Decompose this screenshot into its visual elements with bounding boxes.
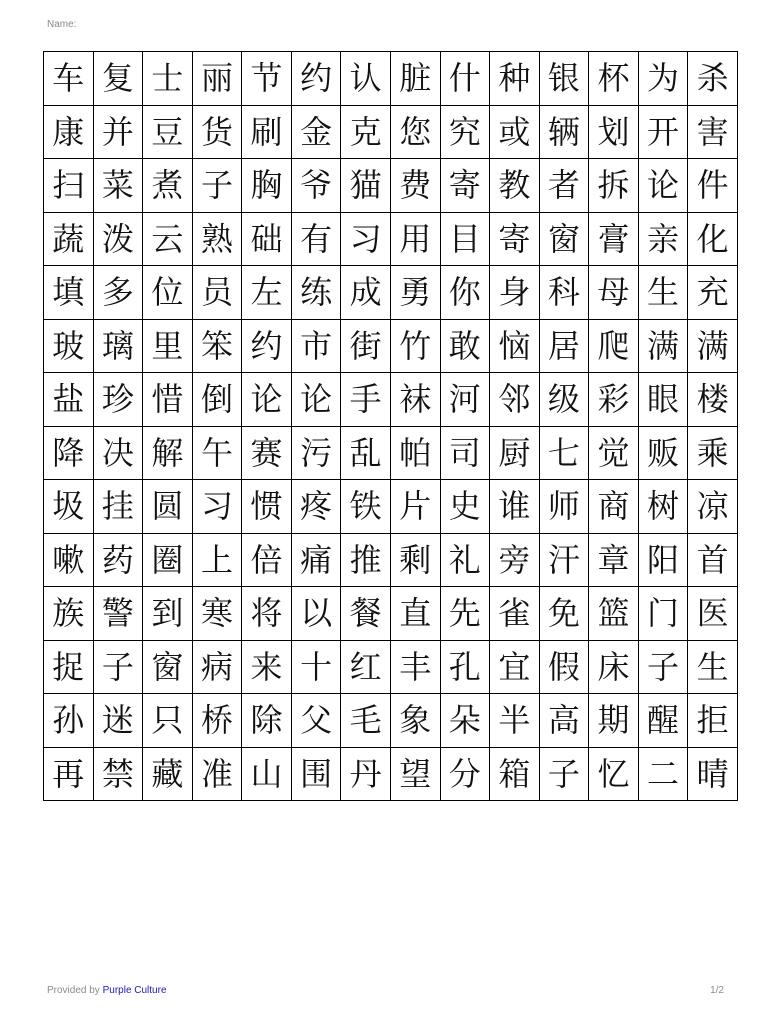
character-cell: 袜 bbox=[390, 373, 440, 427]
character-cell: 熟 bbox=[192, 212, 242, 266]
character-cell: 论 bbox=[638, 159, 688, 213]
character-cell: 片 bbox=[390, 480, 440, 534]
character-cell: 药 bbox=[93, 533, 143, 587]
character-cell: 盐 bbox=[44, 373, 94, 427]
character-cell: 敢 bbox=[440, 319, 490, 373]
character-cell: 假 bbox=[539, 640, 589, 694]
character-cell: 河 bbox=[440, 373, 490, 427]
character-cell: 科 bbox=[539, 266, 589, 320]
character-cell: 杯 bbox=[589, 52, 639, 106]
character-cell: 辆 bbox=[539, 105, 589, 159]
character-cell: 身 bbox=[490, 266, 540, 320]
character-cell: 杀 bbox=[688, 52, 738, 106]
character-cell: 惯 bbox=[242, 480, 292, 534]
character-cell: 除 bbox=[242, 694, 292, 748]
character-cell: 来 bbox=[242, 640, 292, 694]
character-cell: 拆 bbox=[589, 159, 639, 213]
character-cell: 以 bbox=[291, 587, 341, 641]
grid-row bbox=[44, 640, 738, 694]
character-cell: 练 bbox=[291, 266, 341, 320]
character-cell: 件 bbox=[688, 159, 738, 213]
character-cell: 决 bbox=[93, 426, 143, 480]
character-cell: 彩 bbox=[589, 373, 639, 427]
name-label: Name: bbox=[47, 19, 77, 30]
grid-row bbox=[44, 373, 738, 427]
character-cell: 丽 bbox=[192, 52, 242, 106]
character-cell: 恼 bbox=[490, 319, 540, 373]
character-cell: 晴 bbox=[688, 747, 738, 801]
character-cell: 级 bbox=[539, 373, 589, 427]
character-cell: 云 bbox=[143, 212, 193, 266]
character-cell: 论 bbox=[291, 373, 341, 427]
character-cell: 费 bbox=[390, 159, 440, 213]
grid-row bbox=[44, 480, 738, 534]
character-cell: 成 bbox=[341, 266, 391, 320]
character-cell: 贩 bbox=[638, 426, 688, 480]
character-cell: 山 bbox=[242, 747, 292, 801]
character-cell: 寄 bbox=[440, 159, 490, 213]
character-cell: 直 bbox=[390, 587, 440, 641]
character-cell: 史 bbox=[440, 480, 490, 534]
character-cell: 丰 bbox=[390, 640, 440, 694]
character-cell: 上 bbox=[192, 533, 242, 587]
character-cell: 金 bbox=[291, 105, 341, 159]
character-cell: 望 bbox=[390, 747, 440, 801]
character-cell: 师 bbox=[539, 480, 589, 534]
character-cell: 朵 bbox=[440, 694, 490, 748]
character-cell: 孔 bbox=[440, 640, 490, 694]
page-number: 1/2 bbox=[710, 985, 724, 996]
character-cell: 里 bbox=[143, 319, 193, 373]
character-cell: 员 bbox=[192, 266, 242, 320]
character-cell: 满 bbox=[688, 319, 738, 373]
character-cell: 免 bbox=[539, 587, 589, 641]
grid-row bbox=[44, 747, 738, 801]
character-cell: 您 bbox=[390, 105, 440, 159]
character-cell: 父 bbox=[291, 694, 341, 748]
character-cell: 满 bbox=[638, 319, 688, 373]
character-cell: 红 bbox=[341, 640, 391, 694]
character-cell: 挂 bbox=[93, 480, 143, 534]
character-cell: 司 bbox=[440, 426, 490, 480]
character-cell: 银 bbox=[539, 52, 589, 106]
character-cell: 厨 bbox=[490, 426, 540, 480]
character-cell: 认 bbox=[341, 52, 391, 106]
character-cell: 圈 bbox=[143, 533, 193, 587]
purple-culture-link[interactable]: Purple Culture bbox=[102, 985, 167, 996]
character-cell: 床 bbox=[589, 640, 639, 694]
character-cell: 眼 bbox=[638, 373, 688, 427]
character-cell: 习 bbox=[341, 212, 391, 266]
character-cell: 菜 bbox=[93, 159, 143, 213]
character-cell: 乱 bbox=[341, 426, 391, 480]
character-cell: 膏 bbox=[589, 212, 639, 266]
character-cell: 门 bbox=[638, 587, 688, 641]
character-cell: 位 bbox=[143, 266, 193, 320]
character-cell: 剩 bbox=[390, 533, 440, 587]
character-cell: 丹 bbox=[341, 747, 391, 801]
character-cell: 乘 bbox=[688, 426, 738, 480]
character-cell: 邻 bbox=[490, 373, 540, 427]
character-cell: 觉 bbox=[589, 426, 639, 480]
character-cell: 什 bbox=[440, 52, 490, 106]
character-cell: 倍 bbox=[242, 533, 292, 587]
character-cell: 到 bbox=[143, 587, 193, 641]
character-cell: 藏 bbox=[143, 747, 193, 801]
character-cell: 章 bbox=[589, 533, 639, 587]
character-cell: 猫 bbox=[341, 159, 391, 213]
character-cell: 商 bbox=[589, 480, 639, 534]
character-cell: 究 bbox=[440, 105, 490, 159]
character-cell: 子 bbox=[192, 159, 242, 213]
character-cell: 货 bbox=[192, 105, 242, 159]
character-cell: 半 bbox=[490, 694, 540, 748]
character-cell: 窗 bbox=[143, 640, 193, 694]
character-cell: 母 bbox=[589, 266, 639, 320]
character-cell: 推 bbox=[341, 533, 391, 587]
character-cell: 亲 bbox=[638, 212, 688, 266]
character-cell: 刷 bbox=[242, 105, 292, 159]
character-cell: 寄 bbox=[490, 212, 540, 266]
grid-row bbox=[44, 212, 738, 266]
character-cell: 拒 bbox=[688, 694, 738, 748]
character-cell: 七 bbox=[539, 426, 589, 480]
character-cell: 谁 bbox=[490, 480, 540, 534]
character-cell: 禁 bbox=[93, 747, 143, 801]
grid-row bbox=[44, 694, 738, 748]
character-cell: 充 bbox=[688, 266, 738, 320]
character-cell: 警 bbox=[93, 587, 143, 641]
character-cell: 节 bbox=[242, 52, 292, 106]
character-cell: 篮 bbox=[589, 587, 639, 641]
character-cell: 爷 bbox=[291, 159, 341, 213]
character-cell: 孙 bbox=[44, 694, 94, 748]
character-cell: 解 bbox=[143, 426, 193, 480]
character-cell: 为 bbox=[638, 52, 688, 106]
character-cell: 论 bbox=[242, 373, 292, 427]
character-cell: 只 bbox=[143, 694, 193, 748]
character-cell: 迷 bbox=[93, 694, 143, 748]
character-cell: 医 bbox=[688, 587, 738, 641]
character-cell: 居 bbox=[539, 319, 589, 373]
character-cell: 化 bbox=[688, 212, 738, 266]
character-cell: 宜 bbox=[490, 640, 540, 694]
character-cell: 窗 bbox=[539, 212, 589, 266]
character-cell: 帕 bbox=[390, 426, 440, 480]
character-cell: 凉 bbox=[688, 480, 738, 534]
character-cell: 泼 bbox=[93, 212, 143, 266]
character-cell: 捉 bbox=[44, 640, 94, 694]
character-cell: 约 bbox=[291, 52, 341, 106]
grid-row bbox=[44, 319, 738, 373]
character-cell: 扫 bbox=[44, 159, 94, 213]
character-cell: 教 bbox=[490, 159, 540, 213]
character-grid bbox=[43, 51, 738, 801]
character-cell: 士 bbox=[143, 52, 193, 106]
character-cell: 子 bbox=[93, 640, 143, 694]
character-cell: 手 bbox=[341, 373, 391, 427]
character-cell: 复 bbox=[93, 52, 143, 106]
character-cell: 市 bbox=[291, 319, 341, 373]
character-cell: 病 bbox=[192, 640, 242, 694]
character-cell: 车 bbox=[44, 52, 94, 106]
character-cell: 爬 bbox=[589, 319, 639, 373]
character-cell: 礼 bbox=[440, 533, 490, 587]
grid-row bbox=[44, 105, 738, 159]
character-cell: 左 bbox=[242, 266, 292, 320]
character-cell: 脏 bbox=[390, 52, 440, 106]
character-cell: 街 bbox=[341, 319, 391, 373]
character-cell: 桥 bbox=[192, 694, 242, 748]
character-cell: 康 bbox=[44, 105, 94, 159]
character-cell: 忆 bbox=[589, 747, 639, 801]
character-cell: 赛 bbox=[242, 426, 292, 480]
grid-row bbox=[44, 587, 738, 641]
character-cell: 醒 bbox=[638, 694, 688, 748]
character-cell: 倒 bbox=[192, 373, 242, 427]
character-cell: 先 bbox=[440, 587, 490, 641]
character-cell: 象 bbox=[390, 694, 440, 748]
character-cell: 害 bbox=[688, 105, 738, 159]
grid-row bbox=[44, 52, 738, 106]
character-cell: 嗽 bbox=[44, 533, 94, 587]
character-cell: 箱 bbox=[490, 747, 540, 801]
grid-row bbox=[44, 533, 738, 587]
character-cell: 圾 bbox=[44, 480, 94, 534]
character-cell: 铁 bbox=[341, 480, 391, 534]
character-cell: 子 bbox=[539, 747, 589, 801]
character-cell: 餐 bbox=[341, 587, 391, 641]
character-cell: 族 bbox=[44, 587, 94, 641]
character-cell: 再 bbox=[44, 747, 94, 801]
character-cell: 二 bbox=[638, 747, 688, 801]
character-cell: 勇 bbox=[390, 266, 440, 320]
character-cell: 笨 bbox=[192, 319, 242, 373]
character-cell: 分 bbox=[440, 747, 490, 801]
character-cell: 约 bbox=[242, 319, 292, 373]
character-cell: 降 bbox=[44, 426, 94, 480]
footer-attribution bbox=[47, 985, 167, 996]
character-cell: 豆 bbox=[143, 105, 193, 159]
character-cell: 多 bbox=[93, 266, 143, 320]
character-cell: 首 bbox=[688, 533, 738, 587]
character-cell: 玻 bbox=[44, 319, 94, 373]
character-cell: 楼 bbox=[688, 373, 738, 427]
character-cell: 高 bbox=[539, 694, 589, 748]
character-cell: 璃 bbox=[93, 319, 143, 373]
character-cell: 用 bbox=[390, 212, 440, 266]
grid-row bbox=[44, 266, 738, 320]
character-cell: 有 bbox=[291, 212, 341, 266]
character-cell: 圆 bbox=[143, 480, 193, 534]
character-cell: 者 bbox=[539, 159, 589, 213]
character-cell: 或 bbox=[490, 105, 540, 159]
character-cell: 克 bbox=[341, 105, 391, 159]
character-cell: 煮 bbox=[143, 159, 193, 213]
character-cell: 并 bbox=[93, 105, 143, 159]
character-cell: 毛 bbox=[341, 694, 391, 748]
character-cell: 午 bbox=[192, 426, 242, 480]
character-cell: 生 bbox=[688, 640, 738, 694]
character-cell: 种 bbox=[490, 52, 540, 106]
character-cell: 你 bbox=[440, 266, 490, 320]
character-cell: 十 bbox=[291, 640, 341, 694]
character-cell: 阳 bbox=[638, 533, 688, 587]
character-cell: 期 bbox=[589, 694, 639, 748]
character-cell: 准 bbox=[192, 747, 242, 801]
character-cell: 雀 bbox=[490, 587, 540, 641]
character-cell: 填 bbox=[44, 266, 94, 320]
character-grid-body bbox=[44, 52, 738, 801]
character-cell: 目 bbox=[440, 212, 490, 266]
character-cell: 惜 bbox=[143, 373, 193, 427]
character-cell: 蔬 bbox=[44, 212, 94, 266]
character-cell: 胸 bbox=[242, 159, 292, 213]
character-cell: 习 bbox=[192, 480, 242, 534]
character-cell: 污 bbox=[291, 426, 341, 480]
character-cell: 寒 bbox=[192, 587, 242, 641]
character-cell: 生 bbox=[638, 266, 688, 320]
character-cell: 将 bbox=[242, 587, 292, 641]
character-cell: 珍 bbox=[93, 373, 143, 427]
character-cell: 子 bbox=[638, 640, 688, 694]
character-cell: 痛 bbox=[291, 533, 341, 587]
character-cell: 开 bbox=[638, 105, 688, 159]
grid-row bbox=[44, 159, 738, 213]
character-cell: 树 bbox=[638, 480, 688, 534]
character-cell: 疼 bbox=[291, 480, 341, 534]
character-cell: 围 bbox=[291, 747, 341, 801]
character-cell: 旁 bbox=[490, 533, 540, 587]
character-cell: 划 bbox=[589, 105, 639, 159]
character-cell: 竹 bbox=[390, 319, 440, 373]
character-cell: 汗 bbox=[539, 533, 589, 587]
grid-row bbox=[44, 426, 738, 480]
provided-by-text: Provided by bbox=[47, 985, 100, 996]
character-cell: 础 bbox=[242, 212, 292, 266]
